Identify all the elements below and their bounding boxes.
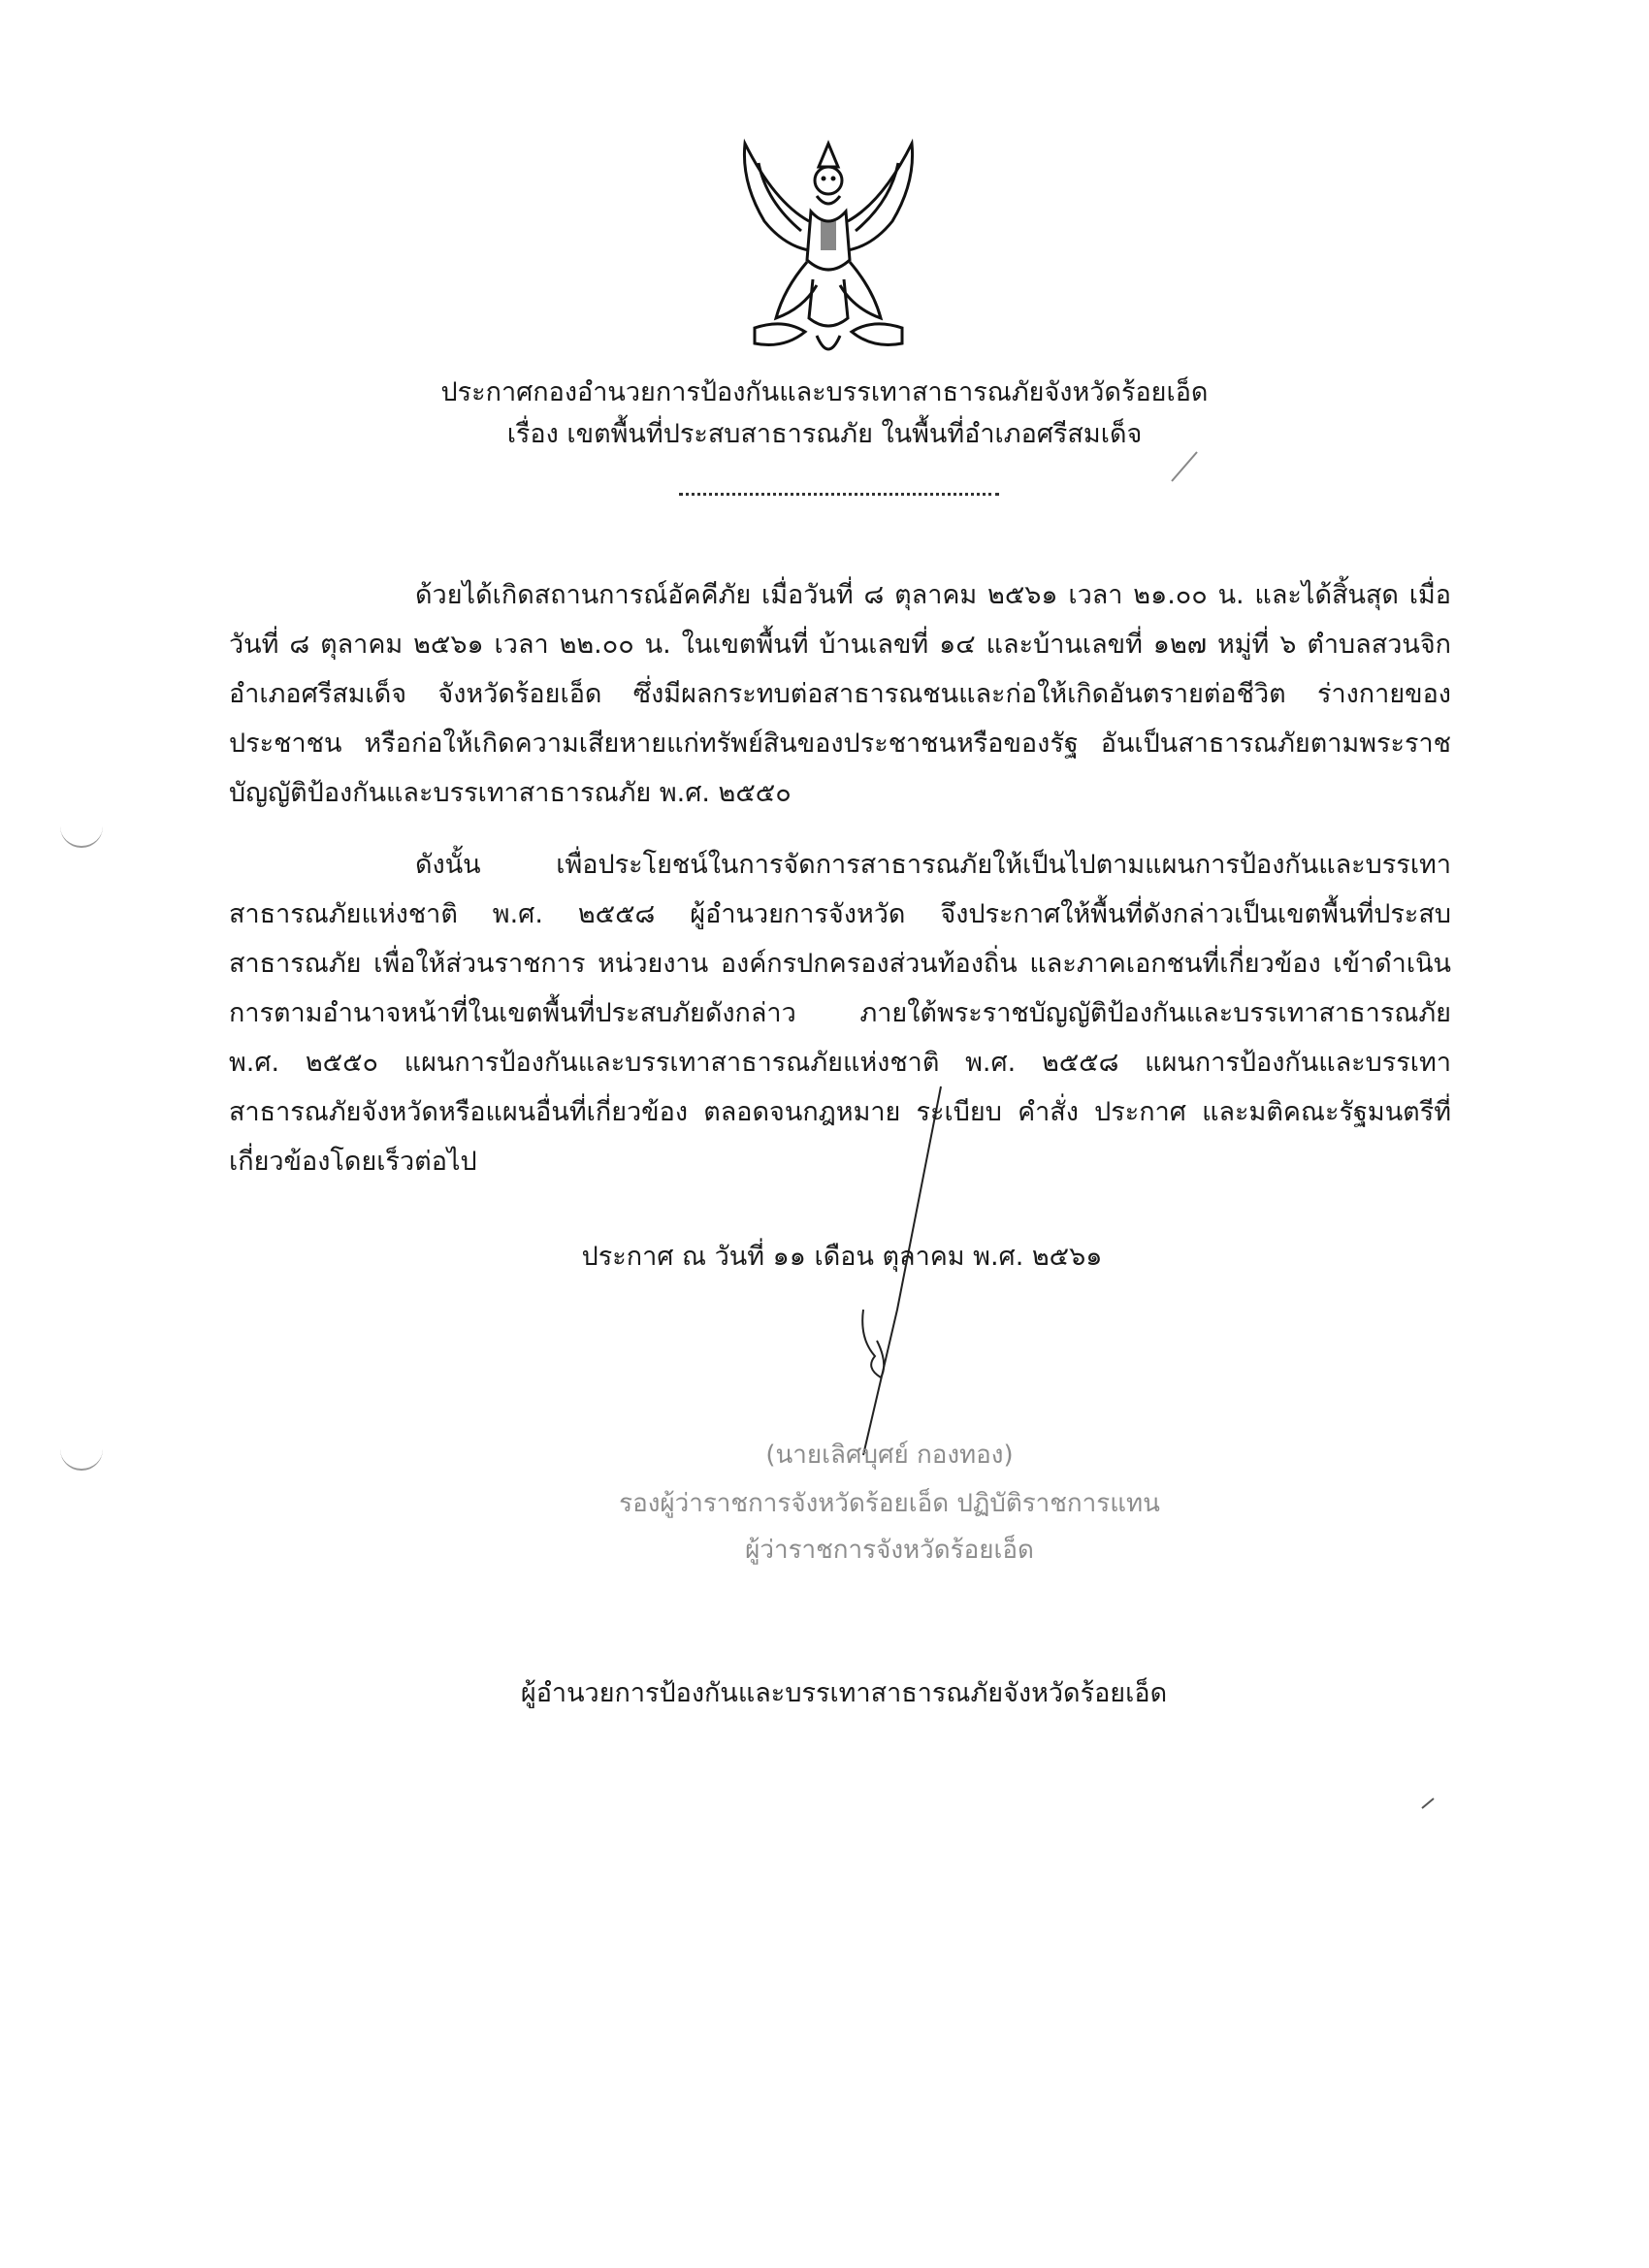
- pen-mark: [1420, 1793, 1439, 1812]
- punch-hole-mark: [60, 823, 103, 848]
- signatory-position-2: ผู้ว่าราชการจังหวัดร้อยเอ็ด: [745, 1536, 1034, 1565]
- paragraph-2-text: ดังนั้น เพื่อประโยชน์ในการจัดการสาธารณภัยให้เป็นไปตามแผนการป้องกันและบรรเทาสาธารณภัยแห่งชาติ พ.ศ. ๒๕๕๘ ผู้อำนวยการจังหวัด จึงประกาศให้พื้นที่ดังกล่าวเป็นเขตพื้นที่ประสบสาธารณภัย เพื่อให้ส่วนราชการ หน่วยงาน องค์กรปกครองส่วนท้องถิ่น และภาคเอกชนที่เกี่ยวข้อง เข้าดำเนินการตามอำนาจหน้าที่ในเขตพื้นที่ประสบภัยดังกล่าว ภายใต้พระราชบัญญัติป้องกันและบรรเทาสาธารณภัย พ.ศ. ๒๕๕๐ แผนการป้องกันและบรรเทาสาธารณภัยแห่งชาติ พ.ศ. ๒๕๕๘ แผนการป้องกันและบรรเทาสาธารณภัยจังหวัดหรือแผนอื่นที่เกี่ยวข้อง ตลอดจนกฎหมาย ระเบียบ คำสั่ง ประกาศ และมติคณะรัฐมนตรีที่เกี่ยวข้องโดยเร็วต่อไป: [229, 850, 1451, 1177]
- garuda-emblem-icon: [716, 124, 941, 369]
- signatory-position-1: รองผู้ว่าราชการจังหวัดร้อยเอ็ด ปฏิบัติราชการแทน: [619, 1489, 1160, 1518]
- announcement-subject: เรื่อง เขตพื้นที่ประสบสาธารณภัย ในพื้นที่อำเภอศรีสมเด็จ: [506, 419, 1143, 449]
- announcement-title: ประกาศกองอำนวยการป้องกันและบรรเทาสาธารณภัยจังหวัดร้อยเอ็ด: [440, 377, 1209, 407]
- dotted-divider: [679, 493, 999, 496]
- paragraph-1-text: ด้วยได้เกิดสถานการณ์อัคคีภัย เมื่อวันที่ ๘ ตุลาคม ๒๕๖๑ เวลา ๒๑.๐๐ น. และได้สิ้นสุด เมื่อวันที่ ๘ ตุลาคม ๒๕๖๑ เวลา ๒๒.๐๐ น. ในเขตพื้นที่ บ้านเลขที่ ๑๔ และบ้านเลขที่ ๑๒๗ หมู่ที่ ๖ ตำบลสวนจิก อำเภอศรีสมเด็จ จังหวัดร้อยเอ็ด ซึ่งมีผลกระทบต่อสาธารณชนและก่อให้เกิดอันตรายต่อชีวิต ร่างกายของประชาชน หรือก่อให้เกิดความเสียหายแก่ทรัพย์สินของประชาชนหรือของรัฐ อันเป็นสาธารณภัยตามพระราชบัญญัติป้องกันและบรรเทาสาธารณภัย พ.ศ. ๒๕๕๐: [229, 580, 1451, 808]
- handwritten-signature-icon: [795, 1086, 951, 1455]
- announcement-date: ประกาศ ณ วันที่ ๑๑ เดือน ตุลาคม พ.ศ. ๒๕๖๑: [581, 1242, 1103, 1272]
- pen-mark: [1168, 446, 1207, 485]
- issuing-authority: ผู้อำนวยการป้องกันและบรรเทาสาธารณภัยจังหวัดร้อยเอ็ด: [520, 1678, 1168, 1708]
- signatory-name: (นายเลิศบุศย์ กองทอง): [765, 1441, 1014, 1470]
- body-paragraph-1: [229, 570, 1451, 818]
